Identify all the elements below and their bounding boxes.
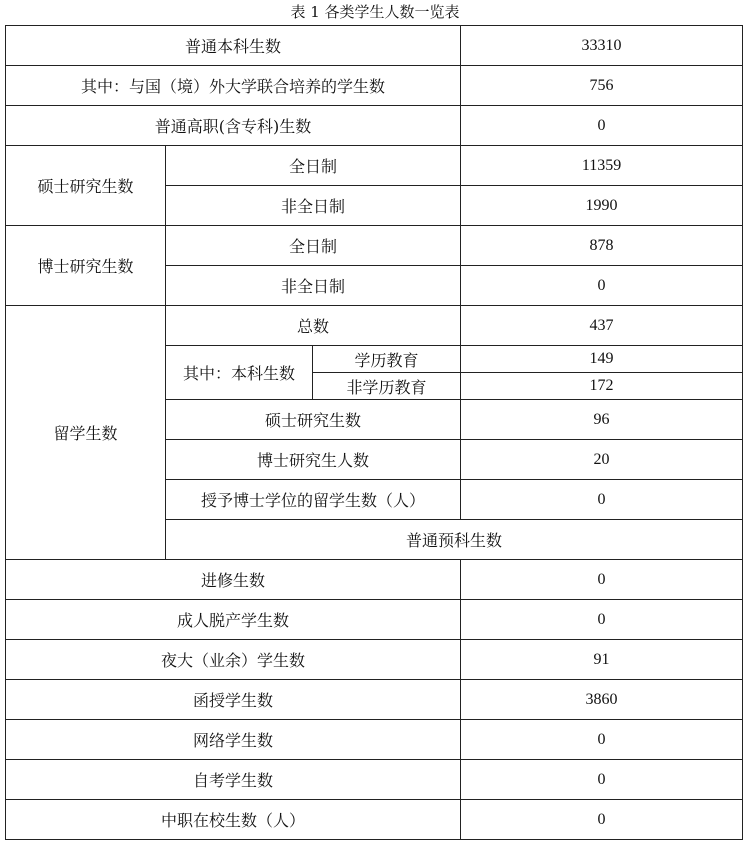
row-label: 普通本科生数 bbox=[6, 26, 461, 66]
table-row bbox=[6, 680, 743, 720]
row-value: 3860 bbox=[461, 680, 743, 720]
table-row bbox=[6, 600, 743, 640]
row-label: 普通高职(含专科)生数 bbox=[6, 106, 461, 146]
row-label: 硕士研究生数 bbox=[166, 400, 461, 440]
table-row bbox=[6, 640, 743, 680]
row-label: 中职在校生数（人） bbox=[6, 800, 461, 840]
subgroup-label: 其中：本科生数 bbox=[166, 346, 313, 400]
row-value: 0 bbox=[461, 266, 743, 306]
row-label: 博士研究生人数 bbox=[166, 440, 461, 480]
row-value: 878 bbox=[461, 226, 743, 266]
row-value: 20 bbox=[461, 440, 743, 480]
row-value: 437 bbox=[461, 306, 743, 346]
table-caption: 表 1 各类学生人数一览表 bbox=[290, 3, 460, 21]
row-label: 普通预科生数 bbox=[166, 520, 743, 560]
table-row bbox=[6, 146, 743, 186]
row-value: 91 bbox=[461, 640, 743, 680]
row-label: 进修生数 bbox=[6, 560, 461, 600]
row-label: 总数 bbox=[166, 306, 461, 346]
row-value: 0 bbox=[461, 480, 743, 520]
row-value: 0 bbox=[461, 560, 743, 600]
row-label: 非全日制 bbox=[166, 266, 461, 306]
student-count-table bbox=[5, 25, 743, 840]
row-label: 非全日制 bbox=[166, 186, 461, 226]
row-label: 成人脱产学生数 bbox=[6, 600, 461, 640]
row-label: 其中：与国（境）外大学联合培养的学生数 bbox=[6, 66, 461, 106]
row-label: 授予博士学位的留学生数（人） bbox=[166, 480, 461, 520]
group-label: 留学生数 bbox=[6, 306, 166, 560]
table-row bbox=[6, 800, 743, 840]
row-value: 149 bbox=[461, 346, 743, 373]
row-label: 全日制 bbox=[166, 226, 461, 266]
row-label: 夜大（业余）学生数 bbox=[6, 640, 461, 680]
row-label: 函授学生数 bbox=[6, 680, 461, 720]
row-value: 11359 bbox=[461, 146, 743, 186]
row-value: 0 bbox=[461, 800, 743, 840]
table-row bbox=[6, 106, 743, 146]
row-value: 0 bbox=[461, 106, 743, 146]
table-row bbox=[6, 560, 743, 600]
group-label: 博士研究生数 bbox=[6, 226, 166, 306]
row-label: 网络学生数 bbox=[6, 720, 461, 760]
row-label: 全日制 bbox=[166, 146, 461, 186]
row-value: 0 bbox=[461, 600, 743, 640]
row-value: 33310 bbox=[461, 26, 743, 66]
table-row bbox=[6, 226, 743, 266]
row-label: 学历教育 bbox=[313, 346, 461, 373]
table-row bbox=[6, 760, 743, 800]
row-value: 756 bbox=[461, 66, 743, 106]
row-label: 非学历教育 bbox=[313, 373, 461, 400]
group-label: 硕士研究生数 bbox=[6, 146, 166, 226]
table-row bbox=[6, 720, 743, 760]
table-row bbox=[6, 26, 743, 66]
row-value: 96 bbox=[461, 400, 743, 440]
row-value: 0 bbox=[461, 720, 743, 760]
row-value: 172 bbox=[461, 373, 743, 400]
table-row bbox=[6, 66, 743, 106]
row-value: 0 bbox=[461, 760, 743, 800]
row-label: 自考学生数 bbox=[6, 760, 461, 800]
table-row bbox=[6, 306, 743, 346]
row-value: 1990 bbox=[461, 186, 743, 226]
